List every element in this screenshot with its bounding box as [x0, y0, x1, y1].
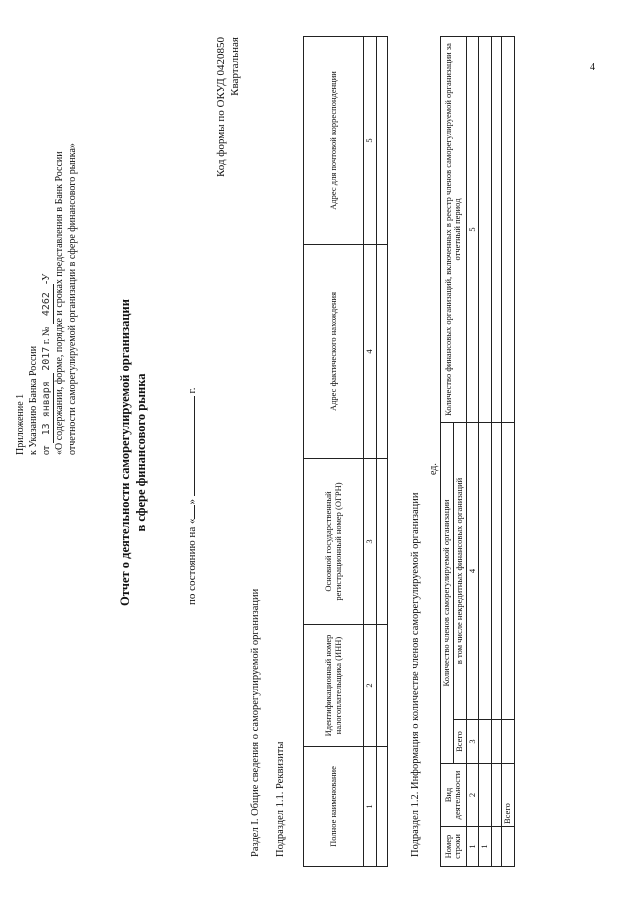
as-of-month-blank	[194, 396, 195, 496]
col-number: 4	[466, 422, 479, 719]
header-ogrn: Основной государственный регистрационный номер (ОГРН)	[304, 459, 364, 625]
report-title-line-2: в сфере финансового рынка	[134, 373, 148, 532]
as-of-mid: »	[186, 499, 198, 505]
as-of-date-line	[186, 388, 199, 605]
header-members-group: Количество членов саморегулируемой организации	[441, 422, 454, 763]
data-cell	[376, 245, 387, 459]
header-row-number: Номер строки	[441, 827, 467, 867]
data-cell	[492, 422, 502, 719]
data-cell	[376, 459, 387, 625]
header-registry-count: Количество финансовых организаций, включенных в реестр членов саморегулируемой организации за отчетный период	[441, 36, 467, 422]
unit-label: ед.	[428, 463, 439, 475]
header-total: Всего	[453, 720, 466, 764]
data-cell	[479, 764, 492, 827]
date-prefix: от	[41, 445, 52, 455]
data-cell	[502, 36, 515, 422]
col-number: 5	[466, 36, 479, 422]
data-cell	[479, 720, 492, 764]
header-activity-type: Вид деятельности	[441, 764, 467, 827]
appendix-line-5: отчетности саморегулируемой организации в сфере финансового рынка»	[67, 143, 78, 455]
header-noncredit-orgs: в том числе некредитных финансовых организаций	[453, 422, 466, 719]
row-number-1: 1	[479, 827, 492, 867]
number-prefix: №	[41, 326, 52, 337]
as-of-prefix: по состоянию на «	[186, 518, 198, 605]
data-cell	[492, 827, 502, 867]
col-number: 3	[466, 720, 479, 764]
okud-form-code: Код формы по ОКУД 0420850	[215, 37, 227, 178]
appendix-date-line	[41, 274, 54, 455]
data-cell	[479, 36, 492, 422]
year-suffix: г.	[41, 338, 52, 345]
date-year: 2017	[41, 346, 52, 371]
data-cell	[376, 37, 387, 245]
header-inn: Идентификационный номер налогоплательщика (ИНН)	[304, 625, 364, 747]
empty-cell	[502, 827, 515, 867]
page-number: 4	[590, 62, 595, 73]
data-cell	[492, 720, 502, 764]
section-1-heading: Раздел I. Общие сведения о саморегулируемой организации	[250, 588, 261, 857]
col-number: 5	[364, 37, 377, 245]
requisites-table	[303, 36, 388, 867]
col-number: 4	[364, 245, 377, 459]
col-number: 3	[364, 459, 377, 625]
report-periodicity: Квартальная	[229, 37, 241, 96]
data-cell	[492, 36, 502, 422]
total-row-label: Всего	[502, 764, 515, 827]
as-of-day-blank	[194, 505, 195, 519]
data-cell	[376, 747, 387, 867]
members-count-table	[440, 36, 515, 867]
col-number: 2	[466, 764, 479, 827]
col-number: 1	[466, 827, 479, 867]
appendix-line-2: к Указанию Банка России	[28, 345, 39, 455]
data-cell	[502, 422, 515, 719]
number-suffix: -У	[41, 273, 52, 285]
data-cell	[502, 720, 515, 764]
as-of-suffix: г.	[186, 387, 198, 394]
data-cell	[492, 764, 502, 827]
report-title-line-1: Отчет о деятельности саморегулируемой организации	[118, 299, 132, 606]
number-value: 4262	[41, 284, 54, 324]
appendix-line-1: Приложение 1	[15, 393, 26, 455]
data-cell	[479, 422, 492, 719]
date-day-month: 13 января	[41, 373, 54, 443]
col-number: 1	[364, 747, 377, 867]
data-cell	[376, 625, 387, 747]
appendix-line-4: «О содержании, форме, порядке и сроках представления в Банк России	[54, 151, 65, 455]
col-number: 2	[364, 625, 377, 747]
subsection-1-1-heading: Подраздел 1.1. Реквизиты	[275, 741, 286, 857]
header-full-name: Полное наименование	[304, 747, 364, 867]
header-actual-address: Адрес фактического нахождения	[304, 245, 364, 459]
subsection-1-2-heading: Подраздел 1.2. Информация о количестве членов саморегулируемой организации	[410, 492, 421, 857]
header-postal-address: Адрес для почтовой корреспонденции	[304, 37, 364, 245]
